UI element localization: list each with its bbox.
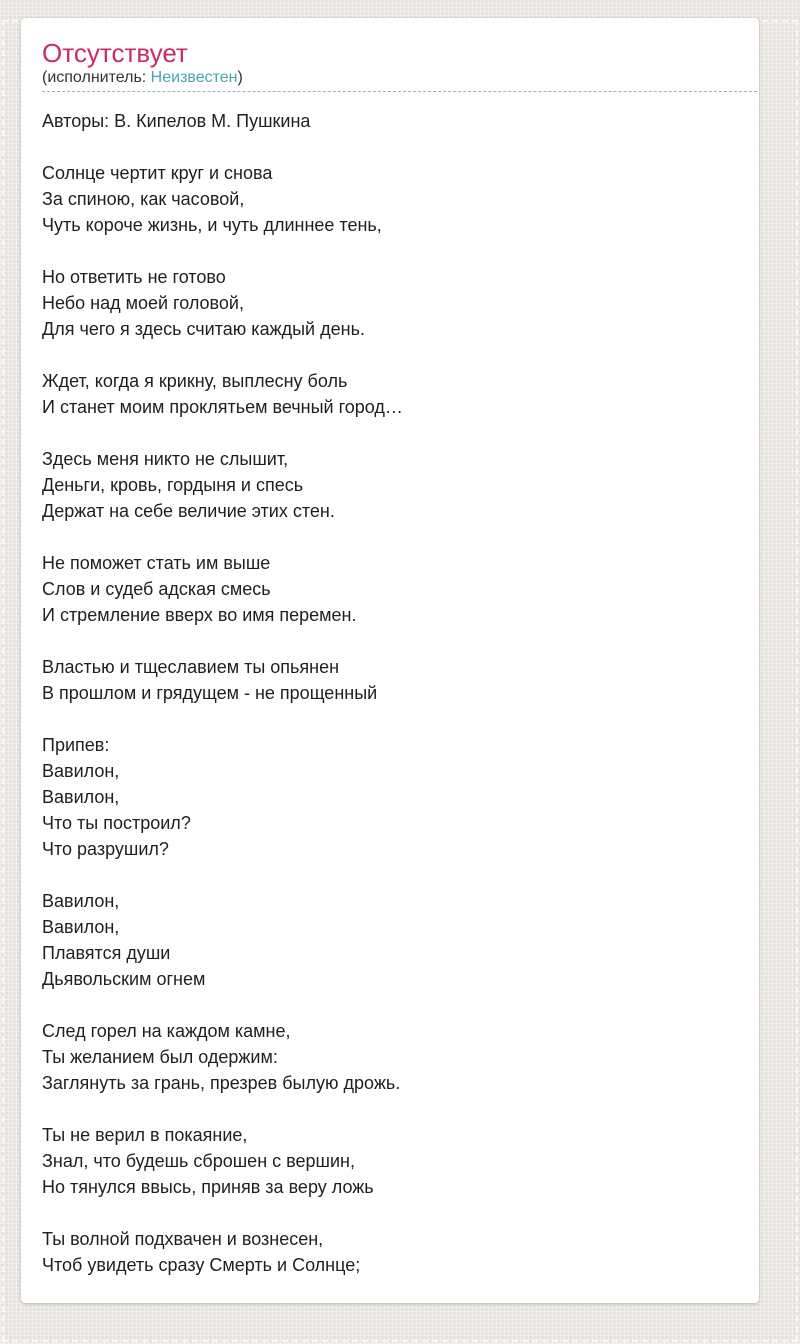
- lyric-line: Вавилон,: [42, 787, 120, 807]
- lyric-blank-line: [42, 420, 739, 446]
- lyric-line: Ты желанием был одержим:: [42, 1047, 278, 1067]
- lyric-line: Солнце чертит круг и снова: [42, 163, 273, 183]
- lyric-blank-line: [42, 992, 739, 1018]
- lyric-line: Вавилон,: [42, 917, 120, 937]
- lyric-blank-line: [42, 1096, 739, 1122]
- lyric-line: И стремление вверх во имя перемен.: [42, 605, 357, 625]
- performer-label: (исполнитель:: [42, 69, 151, 86]
- lyric-line: Припев:: [42, 735, 110, 755]
- lyric-line: Что разрушил?: [42, 839, 169, 859]
- lyric-line: Деньги, кровь, гордыня и спесь: [42, 475, 304, 495]
- lyric-line: За спиною, как часовой,: [42, 189, 245, 209]
- lyric-line: Чтоб увидеть сразу Смерть и Солнце;: [42, 1255, 361, 1275]
- song-title: Отсутствует: [42, 38, 188, 68]
- lyric-blank-line: [42, 238, 739, 264]
- lyric-line: Властью и тщеславием ты опьянен: [42, 657, 340, 677]
- lyric-line: Ты не верил в покаяние,: [42, 1125, 248, 1145]
- lyrics-text: [42, 160, 739, 1278]
- lyric-line: Чуть короче жизнь, и чуть длиннее тень,: [42, 215, 382, 235]
- lyric-line: В прошлом и грядущем - не прощенный: [42, 683, 378, 703]
- lyrics-card: [21, 18, 759, 1303]
- lyric-line: Но тянулся ввысь, приняв за веру ложь: [42, 1177, 374, 1197]
- lyric-line: Вавилон,: [42, 891, 120, 911]
- lyric-blank-line: [42, 862, 739, 888]
- lyric-blank-line: [42, 706, 739, 732]
- lyric-blank-line: [42, 628, 739, 654]
- lyric-line: Ты волной подхвачен и вознесен,: [42, 1229, 324, 1249]
- lyric-line: Держат на себе величие этих стен.: [42, 501, 335, 521]
- lyric-line: Плавятся души: [42, 943, 171, 963]
- performer-label-close: ): [237, 69, 243, 86]
- lyric-line: След горел на каждом камне,: [42, 1021, 291, 1041]
- lyric-line: Для чего я здесь считаю каждый день.: [42, 319, 365, 339]
- lyric-line: Ждет, когда я крикну, выплесну боль: [42, 371, 348, 391]
- lyric-line: Слов и судеб адская смесь: [42, 579, 271, 599]
- lyrics-content: [42, 108, 759, 1278]
- authors-line: Авторы: В. Кипелов М. Пушкина: [42, 111, 311, 131]
- song-header: [42, 40, 757, 92]
- lyric-line: Заглянуть за грань, презрев былую дрожь.: [42, 1073, 401, 1093]
- lyric-blank-line: [42, 342, 739, 368]
- lyric-line: Не поможет стать им выше: [42, 553, 271, 573]
- lyric-blank-line: [42, 1200, 739, 1226]
- lyric-line: И станет моим проклятьем вечный город…: [42, 397, 403, 417]
- artist-link[interactable]: Неизвестен: [150, 69, 238, 86]
- lyric-blank-line: [42, 524, 739, 550]
- lyric-line: Вавилон,: [42, 761, 120, 781]
- lyric-line: Но ответить не готово: [42, 267, 226, 287]
- lyric-line: Что ты построил?: [42, 813, 191, 833]
- page-background: [0, 18, 800, 1344]
- lyric-line: Дьявольским огнем: [42, 969, 206, 989]
- lyric-line: Знал, что будешь сброшен с вершин,: [42, 1151, 355, 1171]
- lyric-line: Здесь меня никто не слышит,: [42, 449, 289, 469]
- lyric-line: Небо над моей головой,: [42, 293, 244, 313]
- artist-line: [42, 68, 757, 88]
